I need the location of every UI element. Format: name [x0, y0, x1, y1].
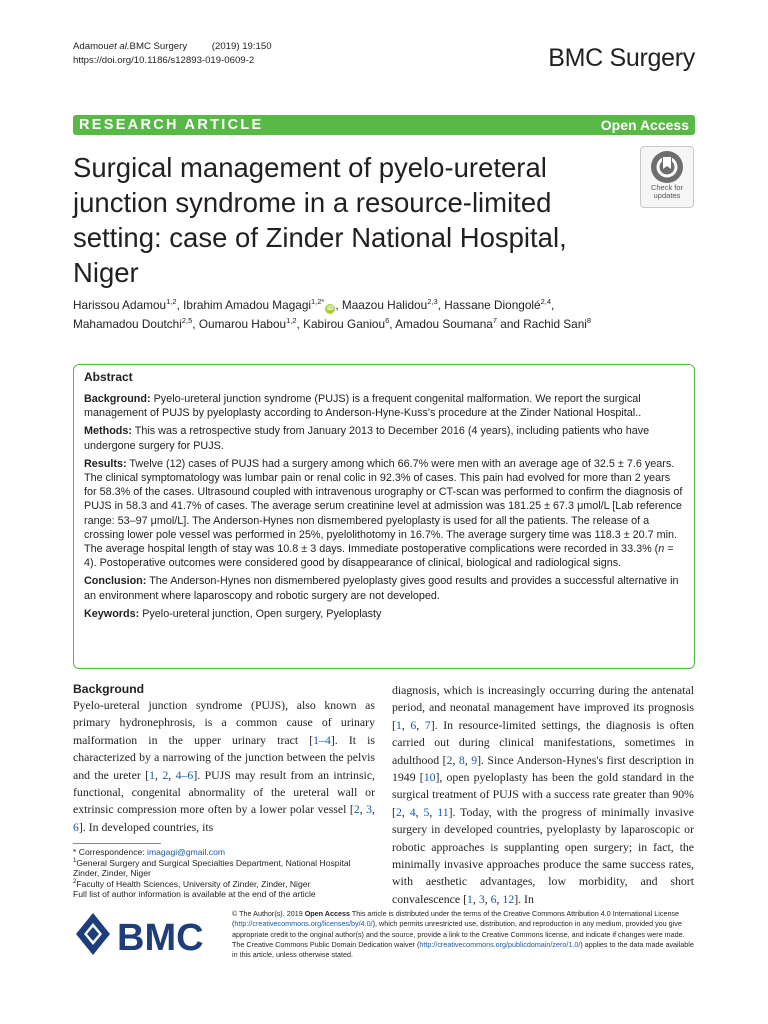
citation-link[interactable]: 2 [162, 767, 169, 782]
author-list [73, 296, 695, 334]
citation-link[interactable]: 3 [366, 802, 373, 817]
citation-link[interactable]: 7 [424, 717, 431, 732]
author: Maazou Halidou$^{2,3}$, [341, 297, 445, 312]
citation-link[interactable]: 2 [353, 802, 360, 817]
journal-name: BMC Surgery [548, 44, 695, 72]
citation-link[interactable]: 2 [446, 752, 453, 767]
section-heading-background: Background [73, 682, 145, 696]
check-for-updates-line2: updates [653, 191, 681, 200]
citation-link[interactable]: 8 [458, 752, 465, 767]
author: Kabirou Ganiou$^6$, [303, 316, 396, 331]
abstract-heading: Abstract [84, 370, 133, 384]
license-link[interactable]: http://creativecommons.org/licenses/by/4.0/ [234, 919, 373, 929]
open-access-label: Open Access [600, 117, 689, 133]
bmc-logo-text: BMC [117, 917, 204, 959]
citation-header [73, 40, 272, 67]
check-for-updates-line1: Check for [650, 183, 684, 192]
bookmark-refresh-icon [650, 150, 684, 184]
author: Hassane Diongolé$^{2,4}$, [444, 297, 555, 312]
citation-year-volume: (2019) 19:150 [211, 41, 272, 52]
abstract-methods: Methods: This was a retrospective study from January 2013 to December 2016 (4 years), including patients who have undergone surgery for PUJS. [84, 425, 650, 452]
license-statement: © The Author(s). 2019 Open Access This article is distributed under the terms of the Creative Commons Attribution 4.0 International License (http://creativecommons.org/licenses/by/4.0/), which permits unrestricted use, distribution, and reproduction in any medium, provided you give appropriate credit to the original author(s) and the source, provide a link to the Creative Commons license, and indicate if changes were made. The Creative Commons Public Domain Dedication waiver (http://creativecommons.org/publicdomain/zero/1.0/) applies to the data made available in this article, unless otherwise stated. [232, 909, 694, 960]
bmc-publisher-logo [73, 909, 217, 963]
citation-link[interactable]: 1 [467, 891, 473, 906]
footnotes [73, 847, 375, 900]
correspondence-email-link[interactable]: imagagi@gmail.com [147, 847, 226, 857]
citation-link[interactable]: 1 [149, 767, 155, 782]
footnote-divider [73, 843, 161, 844]
citation-link[interactable]: 12 [502, 891, 515, 906]
citation-authors: Adamouet al.BMC Surgery [73, 41, 188, 52]
author: Harissou Adamou$^{1,2}$, [73, 297, 184, 312]
citation-link[interactable]: 1–4 [313, 732, 331, 747]
citation-link[interactable]: 6 [490, 891, 497, 906]
abstract-box [73, 364, 695, 669]
abstract-keywords: Keywords: Pyelo-ureteral junction, Open surgery, Pyeloplasty [84, 607, 382, 620]
orcid-icon[interactable]: iD [327, 305, 334, 312]
citation-link[interactable]: 3 [478, 891, 485, 906]
article-title: Surgical management of pyelo-ureteral junction syndrome in a resource-limited setting: case of Zinder National Hospital, Niger [73, 152, 567, 288]
author: Oumarou Habou$^{1,2}$, [198, 316, 304, 331]
article-type-banner [73, 115, 695, 135]
body-paragraph: Pyelo-ureteral junction syndrome (PUJS), also known as primary hydronephrosis, is a common cause of urinary malformation in the upper urinary tract [1–4]. It is characterized by a narrowing of the junction between the pelvis and the ureter [1, 2, 4–6]. PUJS may result from an intrinsic, functional, congenital abnormality of the ureteral wall or extrinsic compression more often by a lower polar vessel [2, 3, 6]. In developed countries, its [73, 698, 375, 834]
citation-link[interactable]: 10 [423, 770, 436, 785]
citation-link[interactable]: 4–6 [175, 767, 194, 782]
citation-link[interactable]: 2 [395, 804, 402, 819]
author: Rachid Sani$^8$ [523, 316, 592, 331]
citation-link[interactable]: 11 [437, 804, 449, 819]
doi-link[interactable]: https://doi.org/10.1186/s12893-019-0609-2 [73, 54, 255, 66]
abstract-background: Background: Pyelo-ureteral junction syndrome (PUJS) is a frequent congenital malformation. We report the surgical management of PUJS by pyeloplasty according to Anderson-Hyne-Kuss's procedure at the Zinder National Hospital.. [84, 393, 642, 420]
citation-link[interactable]: 4 [409, 804, 416, 819]
body-right-column [392, 682, 694, 908]
affiliation-1: $^1$General Surgery and Surgical Specialties Department, National Hospital Zinder, Zinder, Niger [73, 857, 351, 879]
full-author-info-note: Full list of author information is available at the end of the article [73, 889, 316, 900]
body-paragraph: diagnosis, which is increasingly occurring during the antenatal period, and neonatal management have improved its prognosis [1, 6, 7]. In resource-limited settings, the diagnosis is often carried out during clinical manifestations, sometimes in adulthood [2, 8, 9]. Since Anderson-Hynes's first description in 1949 [10], open pyeloplasty has been the gold standard in the surgical treatment of PUJS with a success rate greater than 90% [2, 4, 5, 11]. Today, with the progress of minimally invasive surgery in developed countries, pyeloplasty by laparoscopic or robotic approaches is supplanting open surgery; in fact, the minimally invasive approaches produce the same success rates, with aesthetic advantages, low morbidity, and short convalescence [1, 3, 6, 12]. In [392, 683, 695, 906]
author: Amadou Soumana$^7$ and [395, 316, 524, 331]
citation-link[interactable]: 5 [423, 804, 430, 819]
abstract-results: Results: Twelve (12) cases of PUJS had a surgery among which 66.7% were men with an average age of 32.5 ± 7.6 years. The clinical symptomatology was lumbar pain or renal colic in 92.3% of cases. This pain had evolved for more than 2 years for 58.3% of the cases. Ultrasound coupled with intravenous urography or CT-scan was performed to confirm the diagnosis of PUJS in 58.3 and 41.7% of cases. The average serum creatinine level at admission was 181.25 ± 67.3 μmol/L [Lab reference range: 53–97 μmol/L]. The Anderson-Hynes non dismembered pyeloplasty is used for all the patients. The release of a crossing lower pole vessel was performed in 25%, pyelolithotomy in 16.7%. The average surgery time was 118.3 ± 20.7 min. The average hospital length of stay was 10.8 ± 3 days. Immediate postoperative complications were recorded in 33.3% (n = 4). Postoperative outcomes were considered good by disappearance of clinical, biological and radiological signs. [84, 457, 683, 570]
citation-link[interactable]: 9 [471, 752, 478, 767]
citation-link[interactable]: 6 [410, 717, 417, 732]
citation-link[interactable]: 1 [395, 717, 402, 732]
affiliation-2: $^2$Faculty of Health Sciences, University of Zinder, Zinder, Niger [73, 878, 311, 889]
article-type-label: RESEARCH ARTICLE [79, 117, 264, 133]
public-domain-link[interactable]: http://creativecommons.org/publicdomain/zero/1.0/ [419, 939, 581, 949]
abstract-conclusion: Conclusion: The Anderson-Hynes non dismembered pyeloplasty gives good results and provides a successful alternative in an environment where laparoscopy and robotic surgery are not developed. [84, 575, 679, 602]
check-for-updates-badge[interactable] [640, 146, 694, 208]
author: Ibrahim Amadou Magagi$^{1,2*}$iD , [183, 297, 342, 312]
body-left-column [73, 682, 375, 836]
citation-link[interactable]: 6 [73, 819, 79, 834]
correspondence: * Correspondence: imagagi@gmail.com [73, 847, 226, 857]
author: Mahamadou Doutchi$^{2,5}$, [73, 316, 199, 331]
